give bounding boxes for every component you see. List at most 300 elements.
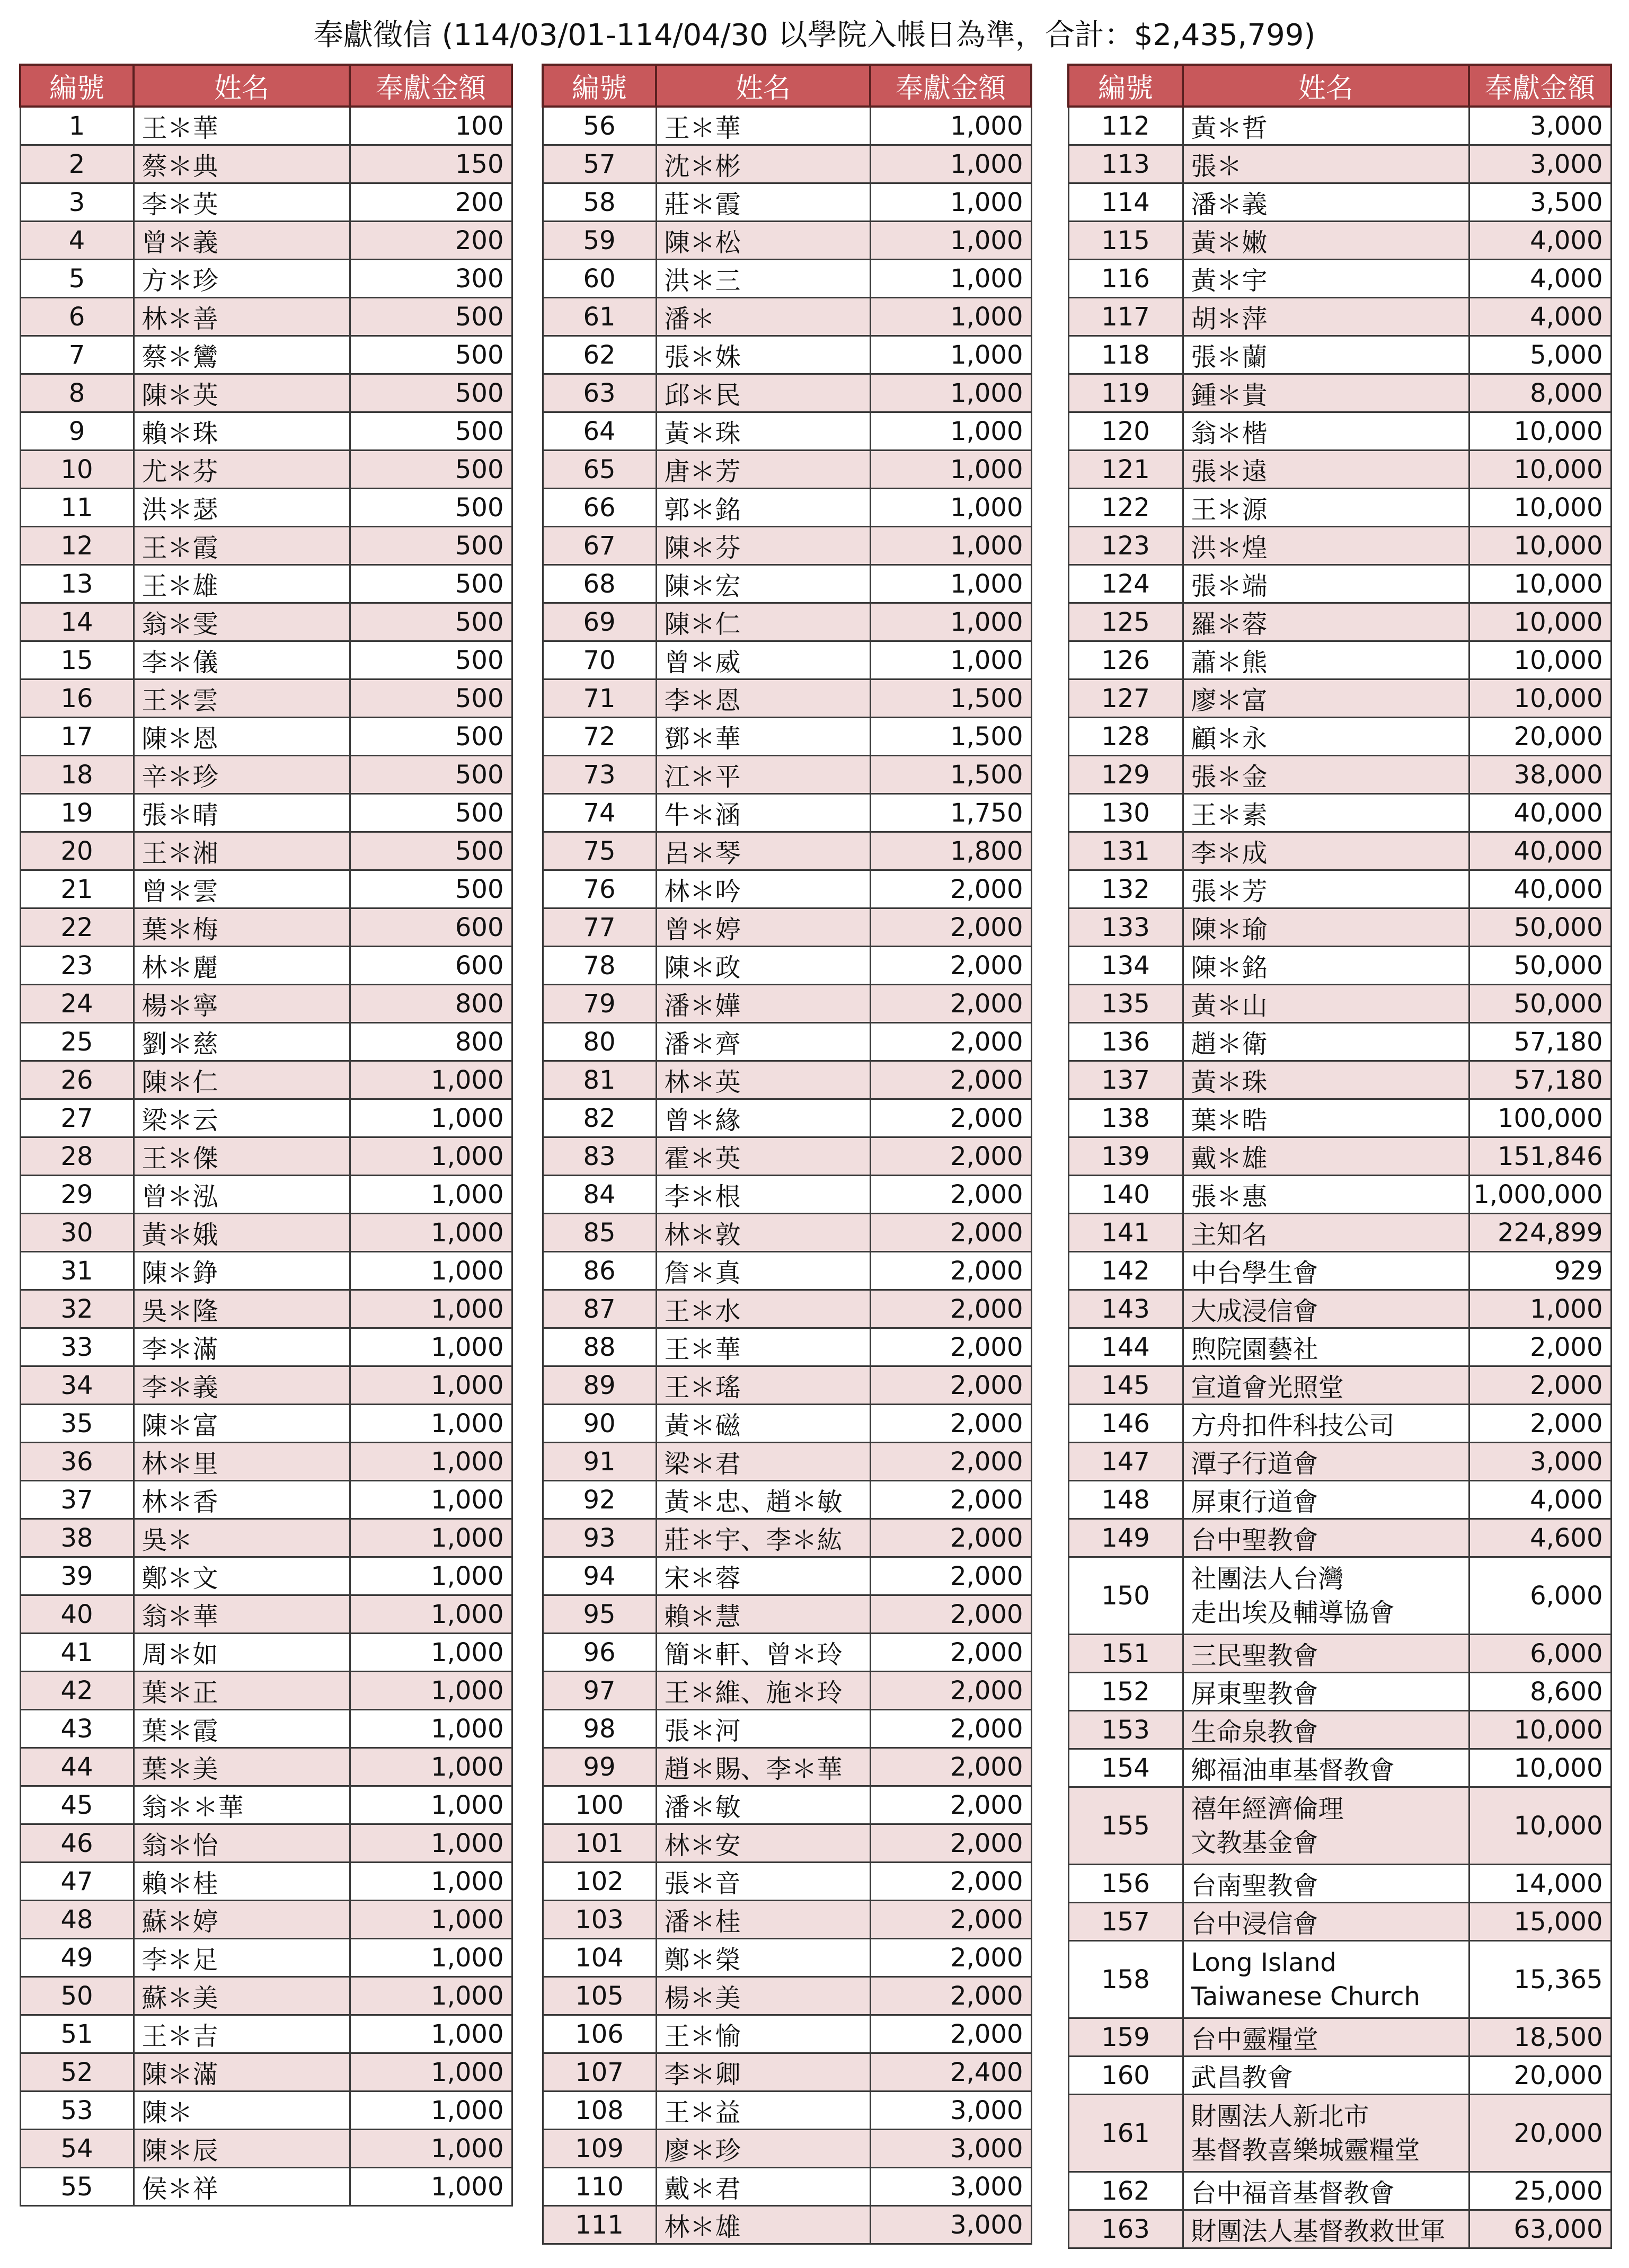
- cell-name: [134, 603, 350, 641]
- cell-name: [656, 336, 870, 374]
- cell-name: [656, 222, 870, 260]
- cell-name: [134, 947, 350, 985]
- table-row: [543, 1061, 1031, 1099]
- cell-number: 4: [20, 222, 134, 260]
- table-row: [20, 1901, 512, 1939]
- cell-name: [656, 1290, 870, 1328]
- cell-number: 123: [1068, 527, 1183, 565]
- cell-name: [1183, 1711, 1469, 1749]
- cell-name: [656, 145, 870, 183]
- name-line: 賴＊珠: [141, 419, 218, 448]
- cell-number: 8: [20, 374, 134, 412]
- cell-number: 68: [543, 565, 656, 603]
- table-row: [543, 1366, 1031, 1405]
- name-line: 翁＊雯: [141, 610, 218, 639]
- cell-number: 71: [543, 679, 656, 718]
- cell-amount: 3,000: [870, 2130, 1031, 2168]
- cell-amount: 18,500: [1469, 2018, 1611, 2057]
- cell-number: 148: [1068, 1481, 1183, 1519]
- cell-amount: 2,000: [870, 1405, 1031, 1443]
- name-line: 潘＊齊: [664, 1029, 741, 1059]
- cell-number: 74: [543, 794, 656, 832]
- cell-number: 158: [1068, 1941, 1183, 2018]
- name-line: 李＊足: [141, 1945, 218, 1975]
- table-row: [20, 2091, 512, 2130]
- cell-number: 69: [543, 603, 656, 641]
- cell-name: [1183, 2172, 1469, 2210]
- name-line: 趙＊衛: [1191, 1029, 1268, 1059]
- cell-name: [134, 1214, 350, 1252]
- name-line: 張＊: [1191, 152, 1242, 181]
- cell-name: [656, 1901, 870, 1939]
- table-row: [543, 1443, 1031, 1481]
- cell-amount: 1,000: [350, 1710, 512, 1748]
- cell-amount: 500: [350, 336, 512, 374]
- table-row: [1068, 2210, 1611, 2248]
- cell-name: [656, 1710, 870, 1748]
- cell-number: 100: [543, 1786, 656, 1824]
- cell-amount: 2,000: [870, 1824, 1031, 1863]
- name-line: 陳＊松: [664, 228, 741, 258]
- name-line: 曾＊泓: [141, 1182, 218, 1212]
- table-row: [543, 565, 1031, 603]
- cell-amount: 1,000: [870, 222, 1031, 260]
- cell-number: 91: [543, 1443, 656, 1481]
- table-row: [20, 260, 512, 298]
- cell-number: 88: [543, 1328, 656, 1366]
- cell-name: [134, 1863, 350, 1901]
- cell-name: [656, 1748, 870, 1786]
- cell-name: [134, 222, 350, 260]
- header-number: 編號: [1068, 65, 1183, 107]
- name-line: 李＊義: [141, 1373, 218, 1402]
- table-row: [20, 1557, 512, 1595]
- cell-amount: 1,000: [870, 145, 1031, 183]
- cell-number: 155: [1068, 1787, 1183, 1865]
- cell-number: 95: [543, 1595, 656, 1634]
- cell-amount: 1,000: [350, 2091, 512, 2130]
- name-line: 梁＊君: [664, 1449, 741, 1479]
- cell-name: [1183, 1290, 1469, 1328]
- cell-number: 101: [543, 1824, 656, 1863]
- cell-number: 117: [1068, 298, 1183, 336]
- cell-name: [1183, 1252, 1469, 1290]
- table-row: [543, 2168, 1031, 2206]
- cell-number: 13: [20, 565, 134, 603]
- cell-amount: 3,000: [1469, 145, 1611, 183]
- name-line: 大成浸信會: [1191, 1296, 1318, 1326]
- cell-name: [1183, 1099, 1469, 1137]
- name-line: 洪＊三: [664, 266, 741, 296]
- cell-amount: 10,000: [1469, 412, 1611, 451]
- cell-amount: 2,000: [870, 1252, 1031, 1290]
- cell-amount: 4,000: [1469, 222, 1611, 260]
- cell-amount: 4,600: [1469, 1519, 1611, 1557]
- cell-amount: 1,000: [350, 1290, 512, 1328]
- cell-number: 81: [543, 1061, 656, 1099]
- name-line: 張＊音: [664, 1869, 741, 1899]
- name-line: 王＊愉: [664, 2022, 741, 2051]
- table-row: [543, 1290, 1031, 1328]
- name-line: 台中靈糧堂: [1191, 2025, 1318, 2054]
- cell-number: 53: [20, 2091, 134, 2130]
- table-row: [20, 183, 512, 222]
- cell-number: 135: [1068, 985, 1183, 1023]
- name-line: 陳＊仁: [664, 610, 741, 639]
- cell-number: 20: [20, 832, 134, 870]
- cell-amount: 500: [350, 756, 512, 794]
- name-line: 張＊蘭: [1191, 342, 1268, 372]
- name-line: 王＊雲: [141, 686, 218, 716]
- cell-number: 106: [543, 2015, 656, 2053]
- cell-amount: 2,000: [1469, 1366, 1611, 1405]
- cell-name: [656, 870, 870, 908]
- cell-number: 140: [1068, 1176, 1183, 1214]
- name-line: 黃＊哲: [1191, 113, 1268, 143]
- name-line: 屏東聖教會: [1191, 1679, 1318, 1709]
- name-line: 廖＊富: [1191, 686, 1268, 716]
- cell-number: 23: [20, 947, 134, 985]
- cell-amount: 20,000: [1469, 2057, 1611, 2095]
- table-row: [1068, 1176, 1611, 1214]
- name-line: 陳＊英: [141, 381, 218, 410]
- cell-name: [1183, 2095, 1469, 2172]
- cell-name: [1183, 1405, 1469, 1443]
- cell-name: [1183, 794, 1469, 832]
- name-line: 翁＊怡: [141, 1831, 218, 1860]
- name-line: 林＊雄: [664, 2212, 741, 2242]
- donation-table-2: [542, 64, 1032, 2245]
- cell-number: 157: [1068, 1903, 1183, 1941]
- cell-number: 37: [20, 1481, 134, 1519]
- name-line: 楊＊寧: [141, 991, 218, 1021]
- name-line: 陳＊: [141, 2098, 193, 2128]
- cell-amount: 1,000: [350, 1443, 512, 1481]
- cell-amount: 2,000: [870, 1748, 1031, 1786]
- cell-amount: 1,000: [350, 1366, 512, 1405]
- cell-number: 104: [543, 1939, 656, 1977]
- cell-amount: 4,000: [1469, 260, 1611, 298]
- cell-name: [134, 908, 350, 947]
- cell-number: 36: [20, 1443, 134, 1481]
- cell-name: [656, 756, 870, 794]
- table-row: [20, 2015, 512, 2053]
- table-row: [1068, 1061, 1611, 1099]
- cell-name: [656, 1634, 870, 1672]
- cell-amount: 1,000: [350, 1557, 512, 1595]
- header-name: 姓名: [656, 65, 870, 107]
- cell-name: [134, 1786, 350, 1824]
- name-line: 黃＊娥: [141, 1220, 218, 1250]
- cell-number: 115: [1068, 222, 1183, 260]
- cell-name: [134, 1405, 350, 1443]
- table-row: [1068, 1366, 1611, 1405]
- name-line: 羅＊蓉: [1191, 610, 1268, 639]
- cell-name: [656, 794, 870, 832]
- cell-number: 133: [1068, 908, 1183, 947]
- cell-amount: 2,000: [1469, 1405, 1611, 1443]
- cell-amount: 1,750: [870, 794, 1031, 832]
- cell-number: 33: [20, 1328, 134, 1366]
- cell-amount: 2,000: [870, 1939, 1031, 1977]
- cell-name: [134, 1443, 350, 1481]
- cell-amount: 1,000: [350, 1824, 512, 1863]
- cell-amount: 2,000: [870, 1443, 1031, 1481]
- name-line: 林＊安: [664, 1831, 741, 1860]
- name-line: 鍾＊貴: [1191, 381, 1268, 410]
- table-row: [1068, 412, 1611, 451]
- cell-number: 58: [543, 183, 656, 222]
- cell-name: [1183, 2210, 1469, 2248]
- cell-number: 145: [1068, 1366, 1183, 1405]
- cell-amount: 2,000: [870, 870, 1031, 908]
- cell-number: 110: [543, 2168, 656, 2206]
- cell-name: [1183, 1749, 1469, 1787]
- cell-number: 113: [1068, 145, 1183, 183]
- cell-amount: 2,000: [870, 1557, 1031, 1595]
- table-row: [543, 1977, 1031, 2015]
- cell-number: 55: [20, 2168, 134, 2206]
- cell-amount: 2,000: [870, 1634, 1031, 1672]
- cell-name: [1183, 756, 1469, 794]
- table-row: [1068, 1443, 1611, 1481]
- cell-number: 25: [20, 1023, 134, 1061]
- cell-name: [1183, 527, 1469, 565]
- cell-number: 97: [543, 1672, 656, 1710]
- cell-name: [1183, 1635, 1469, 1673]
- cell-amount: 1,000: [350, 2168, 512, 2206]
- table-row: [1068, 603, 1611, 641]
- cell-amount: 1,000: [350, 1977, 512, 2015]
- cell-name: [656, 679, 870, 718]
- cell-name: [134, 2130, 350, 2168]
- name-line: 陳＊富: [141, 1411, 218, 1441]
- cell-amount: 10,000: [1469, 1711, 1611, 1749]
- cell-amount: 3,000: [1469, 1443, 1611, 1481]
- cell-amount: 600: [350, 908, 512, 947]
- name-line: 生命泉教會: [1191, 1717, 1318, 1747]
- cell-name: [1183, 2018, 1469, 2057]
- cell-number: 15: [20, 641, 134, 679]
- cell-name: [656, 603, 870, 641]
- name-line: 唐＊芳: [664, 457, 741, 487]
- cell-name: [134, 2091, 350, 2130]
- table-row: [20, 2130, 512, 2168]
- name-line: 牛＊涵: [664, 800, 741, 830]
- cell-name: [656, 2130, 870, 2168]
- cell-number: 102: [543, 1863, 656, 1901]
- cell-number: 87: [543, 1290, 656, 1328]
- cell-number: 31: [20, 1252, 134, 1290]
- cell-name: [656, 1366, 870, 1405]
- table-row: [20, 298, 512, 336]
- cell-number: 80: [543, 1023, 656, 1061]
- cell-amount: 57,180: [1469, 1061, 1611, 1099]
- cell-name: [1183, 1481, 1469, 1519]
- cell-number: 116: [1068, 260, 1183, 298]
- cell-amount: 929: [1469, 1252, 1611, 1290]
- cell-number: 11: [20, 489, 134, 527]
- cell-number: 57: [543, 145, 656, 183]
- table-row: [543, 145, 1031, 183]
- name-line: 侯＊祥: [141, 2174, 218, 2204]
- cell-number: 162: [1068, 2172, 1183, 2210]
- name-line: 走出埃及輔導協會: [1191, 1598, 1395, 1628]
- cell-number: 19: [20, 794, 134, 832]
- cell-number: 54: [20, 2130, 134, 2168]
- cell-amount: 50,000: [1469, 908, 1611, 947]
- table-row: [543, 947, 1031, 985]
- table-row: [1068, 222, 1611, 260]
- cell-number: 122: [1068, 489, 1183, 527]
- table-row: [20, 1328, 512, 1366]
- cell-amount: 10,000: [1469, 489, 1611, 527]
- cell-amount: 10,000: [1469, 565, 1611, 603]
- cell-name: [656, 1824, 870, 1863]
- cell-number: 153: [1068, 1711, 1183, 1749]
- cell-name: [656, 412, 870, 451]
- name-line: 煦院園藝社: [1191, 1335, 1318, 1364]
- cell-amount: 500: [350, 718, 512, 756]
- cell-name: [134, 832, 350, 870]
- cell-amount: 1,000: [350, 2015, 512, 2053]
- cell-number: 10: [20, 451, 134, 489]
- cell-number: 40: [20, 1595, 134, 1634]
- cell-amount: 1,000: [350, 1137, 512, 1176]
- cell-amount: 1,000: [870, 527, 1031, 565]
- cell-name: [656, 1061, 870, 1099]
- table-row: [20, 1939, 512, 1977]
- cell-number: 147: [1068, 1443, 1183, 1481]
- cell-number: 159: [1068, 2018, 1183, 2057]
- cell-name: [656, 183, 870, 222]
- cell-amount: 3,000: [870, 2206, 1031, 2244]
- name-line: 宣道會光照堂: [1191, 1373, 1344, 1402]
- cell-amount: 2,000: [870, 1137, 1031, 1176]
- cell-number: 3: [20, 183, 134, 222]
- cell-name: [656, 1443, 870, 1481]
- cell-name: [134, 2168, 350, 2206]
- cell-amount: 2,000: [870, 1176, 1031, 1214]
- cell-name: [134, 1252, 350, 1290]
- cell-name: [134, 145, 350, 183]
- table-row: [20, 336, 512, 374]
- cell-number: 50: [20, 1977, 134, 2015]
- cell-amount: 1,000: [350, 1595, 512, 1634]
- cell-name: [1183, 908, 1469, 947]
- name-line: 張＊晴: [141, 800, 218, 830]
- cell-amount: 2,400: [870, 2053, 1031, 2091]
- table-row: [543, 985, 1031, 1023]
- table-row: [1068, 1137, 1611, 1176]
- cell-name: [1183, 870, 1469, 908]
- name-line: 台中福音基督教會: [1191, 2178, 1395, 2208]
- name-line: 林＊敦: [664, 1220, 741, 1250]
- donation-table-3: [1067, 64, 1612, 2249]
- cell-name: [134, 985, 350, 1023]
- name-line: 陳＊政: [664, 953, 741, 983]
- cell-name: [134, 794, 350, 832]
- name-line: 王＊華: [664, 113, 741, 143]
- table-row: [20, 1252, 512, 1290]
- table-row: [543, 603, 1031, 641]
- cell-number: 52: [20, 2053, 134, 2091]
- cell-amount: 1,000: [350, 1901, 512, 1939]
- table-row: [20, 832, 512, 870]
- table-row: [20, 1634, 512, 1672]
- table-row: [1068, 641, 1611, 679]
- table-row: [1068, 947, 1611, 985]
- name-line: 潘＊: [664, 304, 715, 334]
- cell-number: 32: [20, 1290, 134, 1328]
- table-row: [543, 2206, 1031, 2244]
- table-row: [543, 1252, 1031, 1290]
- name-line: 李＊卿: [664, 2060, 741, 2089]
- cell-amount: 2,000: [870, 1863, 1031, 1901]
- cell-name: [1183, 1941, 1469, 2018]
- name-line: 賴＊桂: [141, 1869, 218, 1899]
- cell-amount: 2,000: [870, 1977, 1031, 2015]
- cell-number: 119: [1068, 374, 1183, 412]
- cell-amount: 500: [350, 870, 512, 908]
- cell-number: 141: [1068, 1214, 1183, 1252]
- header-number: 編號: [543, 65, 656, 107]
- cell-name: [656, 1214, 870, 1252]
- table-row: [20, 489, 512, 527]
- name-line: 葉＊梅: [141, 915, 218, 945]
- cell-number: 49: [20, 1939, 134, 1977]
- name-line: 張＊河: [664, 1716, 741, 1746]
- table-row: [1068, 718, 1611, 756]
- table-row: [543, 183, 1031, 222]
- name-line: 尤＊芬: [141, 457, 218, 487]
- cell-name: [1183, 2057, 1469, 2095]
- name-line: 林＊香: [141, 1487, 218, 1517]
- cell-name: [1183, 183, 1469, 222]
- table-row: [1068, 2172, 1611, 2210]
- name-line: 潘＊義: [1191, 190, 1268, 219]
- cell-number: 60: [543, 260, 656, 298]
- header-name: 姓名: [1183, 65, 1469, 107]
- cell-amount: 200: [350, 222, 512, 260]
- cell-number: 161: [1068, 2095, 1183, 2172]
- header-name: 姓名: [134, 65, 350, 107]
- table-row: [20, 2168, 512, 2206]
- cell-amount: 1,000: [870, 183, 1031, 222]
- cell-name: [656, 1939, 870, 1977]
- cell-number: 18: [20, 756, 134, 794]
- table-row: [20, 1214, 512, 1252]
- cell-name: [656, 374, 870, 412]
- table-row: [20, 527, 512, 565]
- table-row: [543, 1824, 1031, 1863]
- name-line: 林＊善: [141, 304, 218, 334]
- name-line: 台中浸信會: [1191, 1909, 1318, 1939]
- cell-number: 26: [20, 1061, 134, 1099]
- table-row: [543, 1328, 1031, 1366]
- cell-amount: 8,600: [1469, 1673, 1611, 1711]
- name-line: 潘＊敏: [664, 1793, 741, 1822]
- cell-name: [134, 489, 350, 527]
- cell-number: 93: [543, 1519, 656, 1557]
- cell-number: 24: [20, 985, 134, 1023]
- name-line: 胡＊萍: [1191, 304, 1268, 334]
- cell-amount: 38,000: [1469, 756, 1611, 794]
- name-line: 武昌教會: [1191, 2063, 1293, 2093]
- cell-number: 86: [543, 1252, 656, 1290]
- cell-amount: 1,000: [350, 1634, 512, 1672]
- cell-name: [656, 641, 870, 679]
